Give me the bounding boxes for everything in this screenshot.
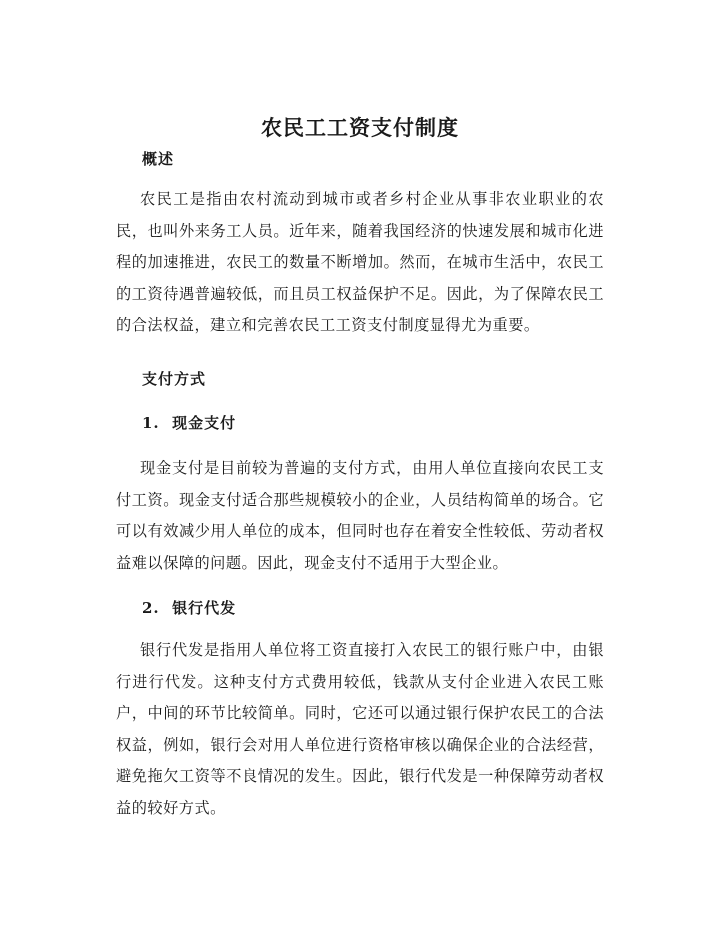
- paragraph-bank-payment: 银行代发是指用人单位将工资直接打入农民工的银行账户中，由银行进行代发。这种支付方式费用较低，钱款从支付企业进入农民工账户，中间的环节比较简单。同时，它还可以通过银行保护农民工的合法权益，例如，银行会对用人单位进行资格审核以确保企业的合法经营，避免拖欠工资等不良情况的发生。因此，银行代发是一种保障劳动者权益的较好方式。: [116, 641, 604, 817]
- subsection-heading-bank-payment: 2. 银行代发: [142, 599, 237, 617]
- section-heading-payment-methods: 支付方式: [142, 370, 207, 388]
- paragraph-overview: 农民工是指由农村流动到城市或者乡村企业从事非农业职业的农民，也叫外来务工人员。近年来，随着我国经济的快速发展和城市化进程的加速推进，农民工的数量不断增加。然而，在城市生活中，农民工的工资待遇普遍较低，而且员工权益保护不足。因此，为了保障农民工的合法权益，建立和完善农民工工资支付制度显得尤为重要。: [116, 190, 604, 334]
- section-heading-overview: 概述: [142, 150, 175, 168]
- subsection-heading-cash-payment: 1. 现金支付: [142, 414, 237, 432]
- document-title: 农民工工资支付制度: [261, 115, 459, 140]
- paragraph-cash-payment: 现金支付是目前较为普遍的支付方式，由用人单位直接向农民工支付工资。现金支付适合那些规模较小的企业，人员结构简单的场合。它可以有效减少用人单位的成本，但同时也存在着安全性较低、劳动者权益难以保障的问题。因此，现金支付不适用于大型企业。: [116, 459, 604, 572]
